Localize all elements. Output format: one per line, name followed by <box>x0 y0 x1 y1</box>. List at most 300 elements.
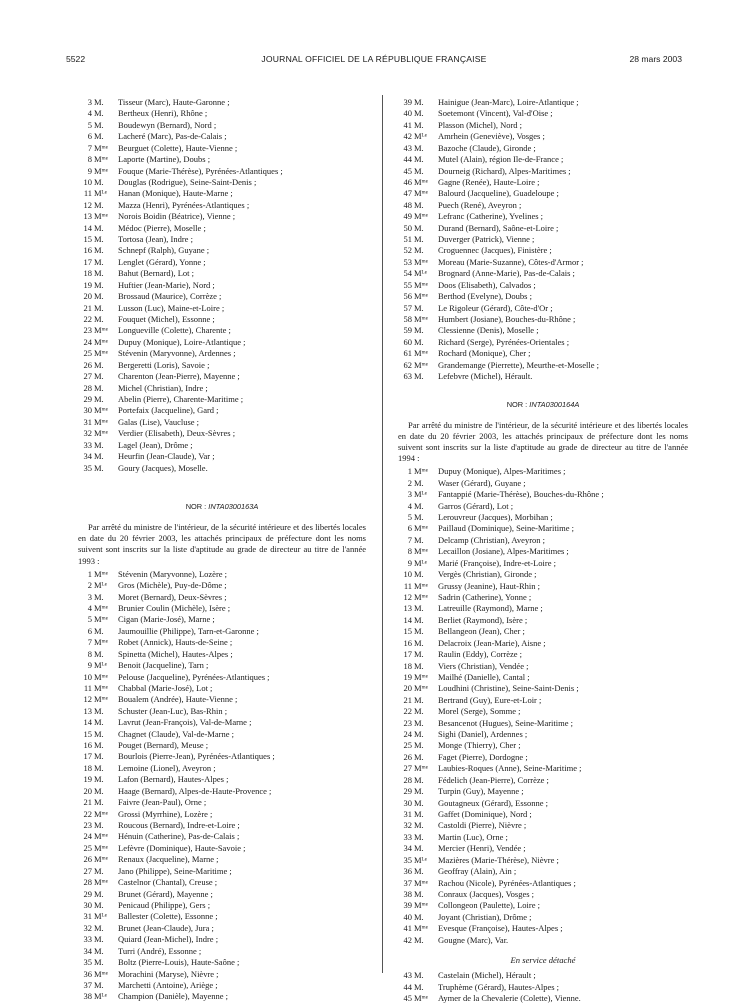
nor-label-2: NOR : <box>506 399 528 409</box>
publication-date: 28 mars 2003 <box>629 54 682 64</box>
entry-title: M. <box>94 131 104 142</box>
entry-name: Michel (Christian), Indre ; <box>118 382 208 393</box>
entry-name: Berthod (Evelyne), Doubs ; <box>438 291 532 302</box>
entry-title: M. <box>414 119 424 130</box>
list-item <box>78 371 366 382</box>
entry-title: M. <box>94 648 104 659</box>
list-item <box>398 832 688 843</box>
list-item <box>398 923 688 934</box>
list-item <box>78 383 366 394</box>
entry-name: Brognard (Anne-Marie), Pas-de-Calais ; <box>438 268 575 279</box>
entry-rank: 62 <box>403 359 412 370</box>
entry-rank: 18 <box>403 660 412 671</box>
list-item <box>78 614 366 625</box>
list-item <box>398 718 688 729</box>
list-item <box>398 661 688 672</box>
entry-name: Mailhé (Danielle), Cantal ; <box>438 671 530 682</box>
list-item <box>398 558 688 569</box>
entry-rank: 4 <box>87 108 92 119</box>
entry-rank: 43 <box>403 970 412 981</box>
entry-title: Mᵐᵉ <box>94 416 108 427</box>
entry-title: Mᵐᵉ <box>94 842 108 853</box>
entry-rank: 45 <box>403 165 412 176</box>
entry-name: Castelain (Michel), Hérault ; <box>438 970 536 981</box>
entry-rank: 38 <box>83 991 92 1002</box>
entry-rank: 38 <box>403 888 412 899</box>
entry-title: M. <box>414 740 424 751</box>
entry-title: M. <box>94 462 104 473</box>
entry-rank: 30 <box>403 797 412 808</box>
entry-title: Mᴸᵉ <box>414 854 427 865</box>
list-item <box>78 877 366 888</box>
entry-name: Penicaud (Philippe), Gers ; <box>118 899 211 910</box>
entry-rank: 8 <box>87 154 92 165</box>
entry-rank: 18 <box>83 762 92 773</box>
entry-name: Duverger (Patrick), Vienne ; <box>438 234 535 245</box>
list-item <box>398 234 688 245</box>
entry-rank: 14 <box>403 614 412 625</box>
entry-rank: 35 <box>83 462 92 473</box>
entry-title: M. <box>94 899 104 910</box>
entry-rank: 15 <box>83 728 92 739</box>
entry-rank: 9 <box>87 165 92 176</box>
list-item <box>78 394 366 405</box>
entry-title: M. <box>94 119 104 130</box>
entry-rank: 26 <box>403 751 412 762</box>
list-item <box>78 683 366 694</box>
entry-rank: 37 <box>403 877 412 888</box>
entry-rank: 21 <box>83 302 92 313</box>
entry-title: Mᵐᵉ <box>94 142 108 153</box>
entry-title: Mᴸᵉ <box>414 131 427 142</box>
entry-rank: 29 <box>83 888 92 899</box>
list-item <box>398 257 688 268</box>
entry-rank: 6 <box>87 625 92 636</box>
list-item <box>78 866 366 877</box>
list-item <box>78 603 366 614</box>
entry-rank: 60 <box>403 336 412 347</box>
entry-title: M. <box>94 957 104 968</box>
entry-rank: 10 <box>83 176 92 187</box>
entry-title: Mᵐᵉ <box>414 176 428 187</box>
entry-rank: 56 <box>403 291 412 302</box>
entry-name: Fédelich (Jean-Pierre), Corrèze ; <box>438 774 549 785</box>
entry-name: Longueville (Colette), Charente ; <box>118 325 231 336</box>
list-item <box>78 257 366 268</box>
list-item <box>398 912 688 923</box>
entry-title: Mᵐᵉ <box>414 900 428 911</box>
list-item <box>78 131 366 142</box>
entry-rank: 11 <box>403 580 412 591</box>
entry-rank: 10 <box>83 671 92 682</box>
list-item <box>78 751 366 762</box>
entry-rank: 44 <box>403 154 412 165</box>
list-item <box>398 223 688 234</box>
entry-rank: 34 <box>403 843 412 854</box>
entry-title: M. <box>94 865 104 876</box>
entry-title: M. <box>414 797 424 808</box>
entry-title: M. <box>94 625 104 636</box>
list-item <box>78 831 366 842</box>
entry-name: Berliet (Raymond), Isère ; <box>438 614 528 625</box>
entry-name: Humbert (Josiane), Bouches-du-Rhône ; <box>438 314 576 325</box>
entry-rank: 24 <box>83 336 92 347</box>
entry-title: M. <box>94 359 104 370</box>
entry-name: Lemoine (Lionel), Aveyron ; <box>118 762 216 773</box>
entry-name: Mercier (Henri), Vendée ; <box>438 843 526 854</box>
list-item <box>78 934 366 945</box>
entry-name: Fouque (Marie-Thérèse), Pyrénées-Atlantiques ; <box>118 165 283 176</box>
entry-title: Mᴸᵉ <box>94 188 107 199</box>
entry-title: M. <box>414 786 424 797</box>
entry-title: M. <box>414 717 424 728</box>
entry-rank: 22 <box>83 808 92 819</box>
entry-name: Garros (Gérard), Lot ; <box>438 500 514 511</box>
entry-rank: 57 <box>403 302 412 313</box>
entry-title: Mᵐᵉ <box>414 671 428 682</box>
entry-name: Bazoche (Claude), Gironde ; <box>438 142 536 153</box>
list-item <box>398 535 688 546</box>
entry-title: M. <box>414 477 424 488</box>
list-item <box>78 672 366 683</box>
entry-rank: 3 <box>87 591 92 602</box>
entry-title: M. <box>94 393 104 404</box>
entry-rank: 14 <box>83 222 92 233</box>
list-item <box>398 729 688 740</box>
entry-name: Mazza (Henri), Pyrénées-Atlantiques ; <box>118 199 250 210</box>
list-item <box>78 177 366 188</box>
entry-rank: 30 <box>83 405 92 416</box>
entry-title: Mᵐᵉ <box>94 325 108 336</box>
entry-name: Robet (Annick), Hauts-de-Seine ; <box>118 637 233 648</box>
entry-rank: 12 <box>403 592 412 602</box>
entry-title: Mᵐᵉ <box>94 694 108 705</box>
list-item <box>398 855 688 866</box>
entry-title: Mᵐᵉ <box>94 968 108 979</box>
entry-rank: 41 <box>403 119 412 130</box>
entry-title: M. <box>414 809 424 820</box>
list-item <box>78 463 366 474</box>
entry-title: Mᵐᵉ <box>94 165 108 176</box>
entry-title: M. <box>414 534 424 545</box>
entry-title: Mᵐᵉ <box>94 637 108 648</box>
entry-name: Geoffray (Alain), Ain ; <box>438 866 517 877</box>
list-item <box>78 268 366 279</box>
entry-title: Mᵐᵉ <box>94 568 108 579</box>
entry-name: Croguennec (Jacques), Finistère ; <box>438 245 552 256</box>
list-item <box>78 946 366 957</box>
entry-rank: 4 <box>87 603 92 613</box>
list-item <box>78 729 366 740</box>
entry-rank: 39 <box>403 900 412 911</box>
list-item <box>78 740 366 751</box>
list-item <box>398 740 688 751</box>
entry-name: Balourd (Jacqueline), Guadeloupe ; <box>438 188 559 199</box>
entry-rank: 50 <box>403 222 412 233</box>
entry-title: Mᵐᵉ <box>414 546 428 557</box>
list-item <box>398 592 688 603</box>
entry-title: M. <box>94 785 104 796</box>
entry-name: Aymer de la Chevalerie (Colette), Vienne. <box>438 992 581 1003</box>
decree-paragraph-2: Par arrêté du ministre de l'intérieur, de la sécurité intérieure et des libertés locales en date du 20 février 2003, les attachés principaux de préfecture dont les noms suivent sont inscrits sur la liste d'aptitude au grade de directeur au titre de l'année 1994 : <box>398 419 688 464</box>
entry-rank: 8 <box>407 546 412 557</box>
entry-rank: 7 <box>407 534 412 545</box>
entry-title: Mᵐᵉ <box>94 211 108 222</box>
entry-name: Vergès (Christian), Gironde ; <box>438 569 537 580</box>
entry-rank: 25 <box>403 740 412 751</box>
entry-name: Pouget (Bernard), Meuse ; <box>118 740 209 751</box>
list-item <box>398 763 688 774</box>
entry-title: M. <box>414 820 424 831</box>
entry-title: Mᵐᵉ <box>94 854 108 865</box>
list-item <box>78 337 366 348</box>
list-item <box>78 969 366 980</box>
entry-title: M. <box>94 245 104 256</box>
entry-rank: 20 <box>83 291 92 302</box>
entry-title: M. <box>414 336 424 347</box>
entry-title: M. <box>414 165 424 176</box>
list-item <box>78 223 366 234</box>
entry-rank: 44 <box>403 981 412 992</box>
entry-rank: 13 <box>83 705 92 716</box>
entry-rank: 35 <box>403 854 412 865</box>
entry-rank: 19 <box>403 671 412 682</box>
list-item <box>78 154 366 165</box>
entry-title: M. <box>94 888 104 899</box>
list-aptitude-1993 <box>78 569 366 1003</box>
entry-title: Mᴸᵉ <box>414 268 427 279</box>
entry-name: Lenglet (Gérard), Yonne ; <box>118 256 206 267</box>
entry-rank: 28 <box>83 877 92 888</box>
entry-name: Puech (René), Aveyron ; <box>438 199 522 210</box>
entry-rank: 21 <box>83 797 92 808</box>
list-item <box>398 695 688 706</box>
entry-name: Stévenin (Maryvonne), Lozère ; <box>118 568 228 579</box>
entry-title: M. <box>414 234 424 245</box>
entry-rank: 54 <box>403 268 412 279</box>
entry-name: Portefaix (Jacqueline), Gard ; <box>118 405 219 416</box>
entry-name: Fantappié (Marie-Thérèse), Bouches-du-Rhône ; <box>438 489 604 500</box>
entry-title: M. <box>94 302 104 313</box>
decree-nor-heading <box>78 501 366 513</box>
list-item <box>78 325 366 336</box>
list-item <box>398 337 688 348</box>
list-item <box>78 786 366 797</box>
entry-name: Bertrand (Guy), Eure-et-Loir ; <box>438 694 542 705</box>
entry-rank: 45 <box>403 992 412 1003</box>
entry-name: Grussy (Jeanine), Haut-Rhin ; <box>438 580 540 591</box>
entry-rank: 8 <box>87 648 92 659</box>
entry-rank: 36 <box>403 866 412 877</box>
page-number: 5522 <box>66 54 86 64</box>
entry-title: Mᵐᵉ <box>414 188 428 199</box>
entry-name: Castelnor (Chantal), Creuse ; <box>118 877 218 888</box>
entry-rank: 6 <box>87 131 92 142</box>
entry-name: Bertheux (Henri), Rhône ; <box>118 108 208 119</box>
list-item <box>398 866 688 877</box>
entry-name: Collongeon (Paulette), Loire ; <box>438 900 540 911</box>
nor-code: INTA0300163A <box>208 501 259 511</box>
entry-name: Bellangeon (Jean), Cher ; <box>438 626 525 637</box>
entry-title: M. <box>414 706 424 717</box>
entry-title: M. <box>94 314 104 325</box>
list-item <box>398 466 688 477</box>
entry-name: Boualem (Andrée), Haute-Vienne ; <box>118 694 238 705</box>
entry-name: Morel (Serge), Somme ; <box>438 706 521 717</box>
entry-name: Brunet (Gérard), Mayenne ; <box>118 888 213 899</box>
entry-title: M. <box>94 291 104 302</box>
list-item <box>398 581 688 592</box>
list-en-service-detache <box>398 970 688 1004</box>
list-item <box>398 143 688 154</box>
list-aptitude-part1 <box>78 97 366 474</box>
entry-name: Gagne (Renée), Haute-Loire ; <box>438 176 540 187</box>
entry-title: M. <box>414 199 424 210</box>
page-header <box>66 54 682 68</box>
list-item <box>398 268 688 279</box>
entry-rank: 31 <box>403 809 412 820</box>
entry-title: M. <box>414 245 424 256</box>
entry-rank: 35 <box>83 957 92 968</box>
entry-name: Brunier Coulin (Michèle), Isère ; <box>118 603 231 613</box>
entry-title: M. <box>414 649 424 660</box>
entry-rank: 33 <box>83 934 92 945</box>
entry-title: M. <box>414 660 424 671</box>
entry-title: Mᵐᵉ <box>94 154 108 165</box>
entry-rank: 23 <box>83 325 92 336</box>
entry-rank: 4 <box>407 500 412 511</box>
entry-rank: 28 <box>83 382 92 393</box>
list-item <box>78 440 366 451</box>
entry-title: M. <box>414 694 424 705</box>
entry-name: Martin (Luc), Orne ; <box>438 831 508 842</box>
list-item <box>78 637 366 648</box>
entry-title: M. <box>414 626 424 637</box>
entry-name: Hénuin (Catherine), Pas-de-Calais ; <box>118 831 240 842</box>
entry-rank: 52 <box>403 245 412 256</box>
entry-title: M. <box>94 774 104 785</box>
list-aptitude-1994 <box>398 466 688 946</box>
list-item <box>398 166 688 177</box>
entry-title: M. <box>414 934 424 945</box>
entry-name: Laporte (Martine), Doubs ; <box>118 154 211 165</box>
entry-title: M. <box>414 637 424 648</box>
list-item <box>398 371 688 382</box>
entry-name: Laubies-Roques (Anne), Seine-Maritime ; <box>438 763 582 774</box>
entry-name: Conraux (Jacques), Vosges ; <box>438 888 535 899</box>
entry-rank: 55 <box>403 279 412 290</box>
list-item <box>398 280 688 291</box>
nor-code-2: INTA0300164A <box>529 399 580 409</box>
entry-rank: 32 <box>83 922 92 933</box>
list-item <box>398 970 688 981</box>
entry-rank: 17 <box>83 751 92 762</box>
list-item <box>78 405 366 416</box>
entry-name: Castoldi (Pierre), Nièvre ; <box>438 820 527 831</box>
list-aptitude-part2 <box>398 97 688 383</box>
entry-rank: 48 <box>403 199 412 210</box>
entry-name: Moret (Bernard), Deux-Sèvres ; <box>118 591 227 602</box>
entry-title: Mᴸᵉ <box>414 489 427 500</box>
entry-name: Loudhini (Christine), Seine-Saint-Denis ; <box>438 683 579 694</box>
entry-rank: 5 <box>87 119 92 130</box>
entry-rank: 1 <box>407 466 412 477</box>
entry-name: Jaumouillie (Philippe), Tarn-et-Garonne ; <box>118 625 259 636</box>
list-item <box>398 706 688 717</box>
entry-title: M. <box>94 762 104 773</box>
entry-name: Morachini (Maryse), Nièvre ; <box>118 968 219 979</box>
entry-title: Mᵐᵉ <box>414 523 428 534</box>
entry-name: Goutagneux (Gérard), Essonne ; <box>438 797 548 808</box>
list-item <box>398 638 688 649</box>
entry-name: Delacroix (Jean-Marie), Aisne ; <box>438 637 546 648</box>
entry-name: Turri (André), Essonne ; <box>118 945 202 956</box>
entry-name: Galas (Lise), Vaucluse ; <box>118 416 200 427</box>
entry-rank: 28 <box>403 774 412 785</box>
entry-name: Médoc (Pierre), Moselle ; <box>118 222 206 233</box>
entry-title: M. <box>414 751 424 762</box>
list-item <box>398 626 688 637</box>
list-item <box>78 717 366 728</box>
entry-title: M. <box>414 614 424 625</box>
entry-name: Lacheré (Marc), Pas-de-Calais ; <box>118 131 227 142</box>
entry-name: Soetemont (Vincent), Val-d'Oise ; <box>438 108 553 119</box>
entry-title: Mᵐᵉ <box>414 314 428 325</box>
list-item <box>398 108 688 119</box>
list-item <box>78 245 366 256</box>
list-item <box>398 523 688 534</box>
entry-title: Mᵐᵉ <box>414 466 428 477</box>
entry-title: Mᵐᵉ <box>94 348 108 359</box>
list-item <box>398 177 688 188</box>
entry-rank: 3 <box>87 97 92 107</box>
list-item <box>78 797 366 808</box>
entry-title: Mᵐᵉ <box>94 336 108 347</box>
entry-title: M. <box>414 302 424 313</box>
list-item <box>398 501 688 512</box>
entry-rank: 47 <box>403 188 412 199</box>
entry-title: Mᵐᵉ <box>414 211 428 222</box>
entry-name: Lefèvre (Dominique), Haute-Savoie ; <box>118 842 246 853</box>
list-item <box>398 775 688 786</box>
list-item <box>78 280 366 291</box>
entry-rank: 42 <box>403 131 412 142</box>
entry-title: Mᵐᵉ <box>94 603 108 613</box>
entry-name: Goury (Jacques), Moselle. <box>118 462 208 473</box>
column-divider <box>382 95 383 973</box>
entry-title: Mᵐᵉ <box>94 671 108 682</box>
entry-rank: 12 <box>83 199 92 210</box>
list-item <box>398 889 688 900</box>
entry-rank: 27 <box>403 763 412 774</box>
entry-rank: 7 <box>87 637 92 648</box>
entry-rank: 49 <box>403 211 412 222</box>
entry-name: Faget (Pierre), Dordogne ; <box>438 751 528 762</box>
list-item <box>78 569 366 580</box>
entry-rank: 24 <box>83 831 92 842</box>
entry-name: Quiard (Jean-Michel), Indre ; <box>118 934 219 945</box>
entry-title: M. <box>94 256 104 267</box>
entry-title: M. <box>414 500 424 511</box>
entry-title: Mᵐᵉ <box>94 405 108 416</box>
entry-title: Mᵐᵉ <box>94 877 108 888</box>
entry-rank: 30 <box>83 899 92 910</box>
entry-name: Doos (Elisabeth), Calvados ; <box>438 279 536 290</box>
entry-name: Hainigue (Jean-Marc), Loire-Atlantique ; <box>438 97 579 107</box>
entry-title: M. <box>94 268 104 279</box>
entry-title: Mᵐᵉ <box>414 763 428 774</box>
list-item <box>398 478 688 489</box>
